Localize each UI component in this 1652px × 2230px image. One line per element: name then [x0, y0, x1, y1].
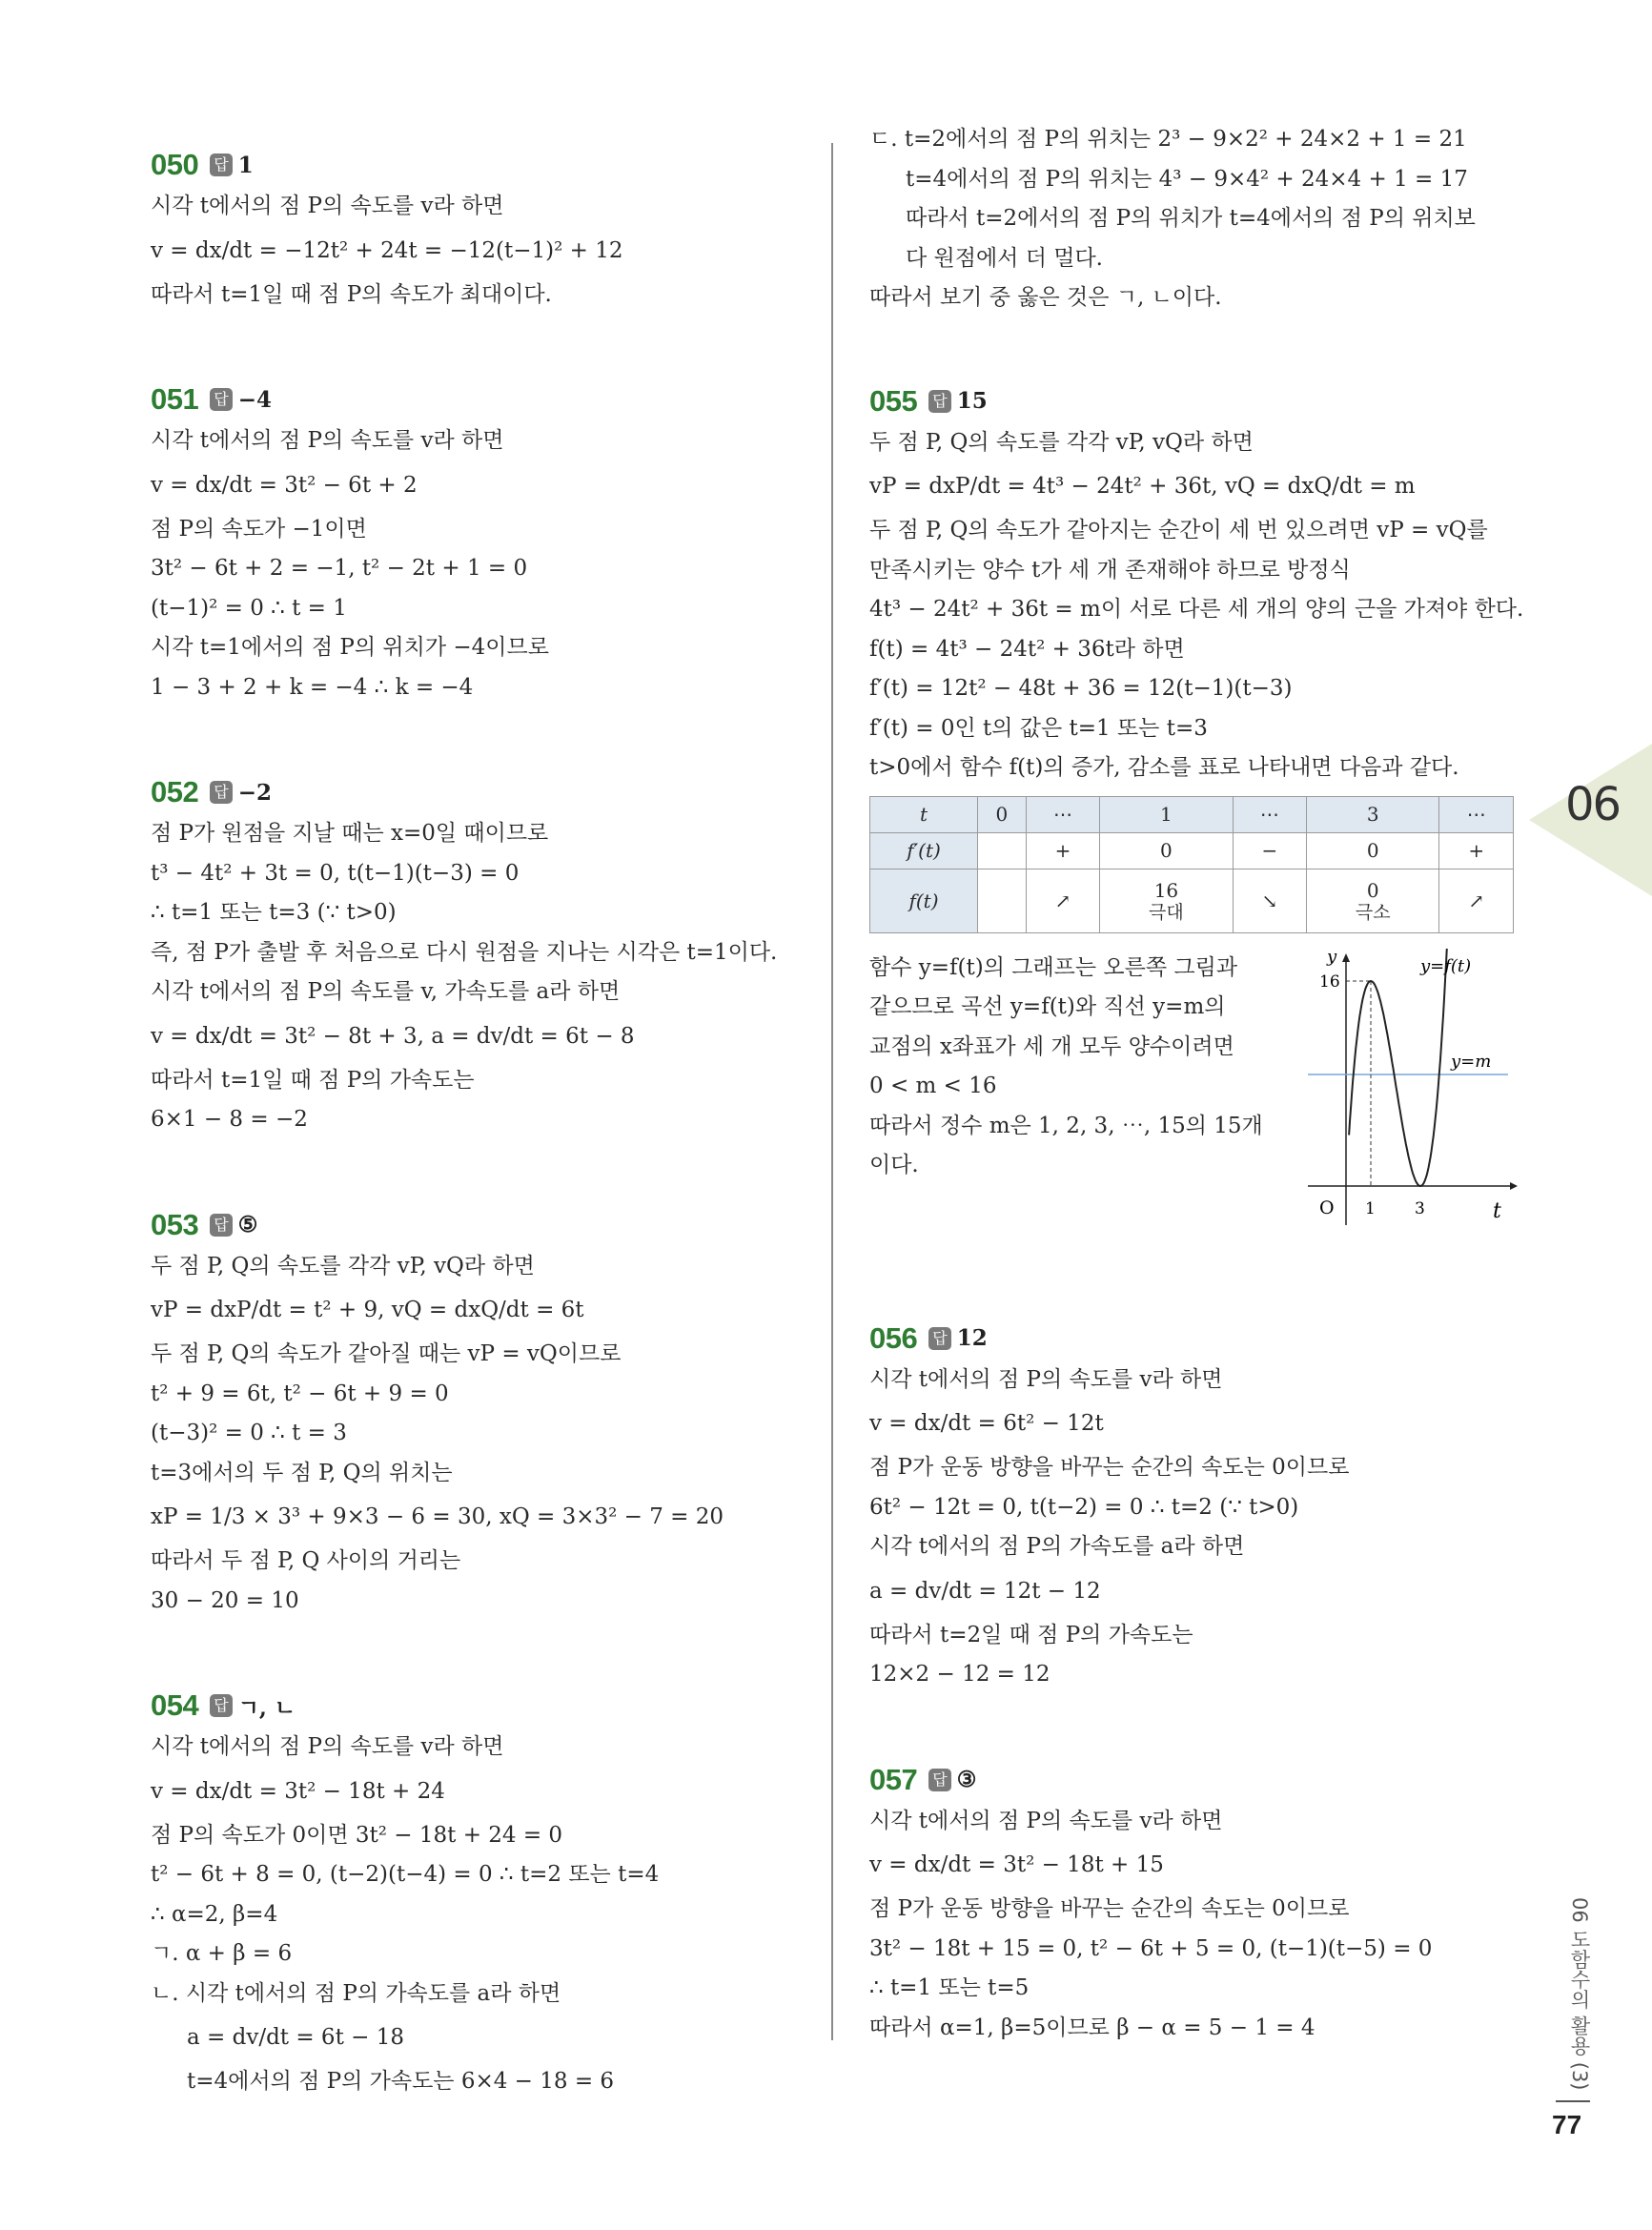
solution-line: 따라서 보기 중 옳은 것은 ㄱ, ㄴ이다. — [869, 285, 1222, 310]
solution-line: 시각 t에서의 점 P의 속도를 v라 하면 — [869, 1808, 1223, 1833]
solution-lines — [869, 423, 1527, 788]
sign-table — [869, 796, 1514, 933]
solution-line: 따라서 두 점 P, Q 사이의 거리는 — [151, 1548, 461, 1573]
solution-line: 즉, 점 P가 출발 후 처음으로 다시 원점을 지나는 시각은 t=1이다. — [151, 939, 778, 965]
solution-line: 같으므로 곡선 y=f(t)와 직선 y=m의 — [869, 994, 1226, 1019]
solution-line: xP = 1/3 × 3³ + 9×3 − 6 = 30, xQ = 3×3² − 7 = 20 — [151, 1504, 724, 1529]
answer-value: 1 — [237, 152, 254, 178]
curve-label: y=f(t) — [1420, 955, 1472, 976]
cell-value: ↗ — [1054, 889, 1071, 912]
solution-line: t=3에서의 두 점 P, Q의 위치는 — [151, 1460, 453, 1485]
problem-number: 056 — [869, 1320, 918, 1355]
solution-line: ㄱ. α + β = 6 — [151, 1941, 293, 1966]
table-cell: 0 — [1100, 832, 1233, 869]
solution-line: (t−3)² = 0 ∴ t = 3 — [151, 1421, 347, 1445]
problem-054 — [151, 1684, 818, 2102]
solution-line: 따라서 t=2에서의 점 P의 위치가 t=4에서의 점 P의 위치보 — [906, 206, 1476, 231]
solution-line: 시각 t에서의 점 P의 속도를 v라 하면 — [151, 428, 504, 453]
answer-value: 12 — [956, 1325, 988, 1351]
problem-052 — [151, 770, 818, 1140]
solution-lines — [869, 1361, 1527, 1695]
solution-line: 시각 t에서의 점 P의 속도를 v라 하면 — [151, 1734, 504, 1759]
solution-line: 3t² − 18t + 15 = 0, t² − 6t + 5 = 0, (t−1)(t−5) = 0 — [869, 1935, 1433, 1961]
solution-line: 3t² − 6t + 2 = −1, t² − 2t + 1 = 0 — [151, 556, 528, 581]
solution-lines — [869, 1802, 1527, 2049]
problem-header — [869, 1758, 1527, 1802]
solution-line: t=4에서의 점 P의 가속도는 6×4 − 18 = 6 — [187, 2069, 615, 2094]
problem-number: 054 — [151, 1688, 199, 1722]
solution-line: 두 점 P, Q의 속도를 각각 vP, vQ라 하면 — [151, 1253, 535, 1279]
table-cell: 1 — [1100, 796, 1233, 832]
x-axis-arrow — [1510, 1182, 1518, 1190]
cell-value: 0 — [1366, 878, 1379, 902]
solution-line: 시각 t에서의 점 P의 속도를 v라 하면 — [869, 1366, 1223, 1392]
problem-header — [151, 1684, 818, 1728]
solution-lines — [151, 187, 818, 315]
tick-1: 1 — [1365, 1198, 1376, 1218]
solution-line: ∴ t=1 또는 t=5 — [869, 1975, 1030, 2000]
table-cell: f′(t) — [870, 832, 978, 869]
solution-line: 따라서 α=1, β=5이므로 β − α = 5 − 1 = 4 — [869, 2015, 1315, 2040]
left-column — [151, 143, 818, 2165]
solution-line: 점 P가 운동 방향을 바꾸는 순간의 속도는 0이므로 — [869, 1455, 1350, 1480]
problem-header — [151, 143, 818, 187]
problem-number: 053 — [151, 1207, 199, 1241]
table-cell: − — [1233, 832, 1307, 869]
problem-header — [151, 378, 818, 421]
solution-line: ㄷ. t=2에서의 점 P의 위치는 2³ − 9×2² + 24×2 + 1 = 21 — [869, 127, 1467, 152]
solution-line: a = dv/dt = 12t − 12 — [869, 1578, 1101, 1604]
y-axis-arrow — [1342, 953, 1350, 962]
problem-053 — [151, 1203, 818, 1622]
solution-line: 점 P의 속도가 0이면 3t² − 18t + 24 = 0 — [151, 1822, 563, 1848]
table-cell: ⋯ — [1026, 796, 1100, 832]
chapter-tab-label: 06 — [1565, 778, 1621, 831]
y-axis-label: y — [1327, 948, 1337, 967]
cell-value: 16 — [1153, 878, 1179, 902]
origin-label: O — [1319, 1197, 1335, 1218]
table-row-t — [870, 796, 1514, 832]
solution-line: v = dx/dt = 3t² − 6t + 2 — [151, 472, 418, 498]
problem-header — [869, 379, 1527, 423]
solution-line: f′(t) = 0인 t의 값은 t=1 또는 t=3 — [869, 715, 1208, 741]
solution-line: 두 점 P, Q의 속도가 같아지는 순간이 세 번 있으려면 vP = vQ를 — [869, 518, 1488, 542]
table-cell — [1439, 869, 1514, 932]
problem-number: 050 — [151, 148, 199, 181]
table-cell — [1233, 869, 1307, 932]
table-cell: 0 — [1307, 832, 1439, 869]
solution-line: 시각 t에서의 점 P의 가속도를 a라 하면 — [869, 1534, 1245, 1559]
answer-badge: 답 — [928, 1327, 950, 1350]
problem-number: 057 — [869, 1762, 918, 1796]
solution-line: 6t² − 12t = 0, t(t−2) = 0 ∴ t=2 (∵ t>0) — [869, 1494, 1299, 1520]
table-cell: + — [1026, 832, 1100, 869]
solution-lines — [151, 814, 818, 1140]
right-bottom-problems — [869, 1317, 1527, 2049]
table-cell — [978, 832, 1027, 869]
right-column — [869, 127, 1527, 2111]
answer-value: 15 — [956, 388, 988, 414]
x-axis-label: t — [1493, 1198, 1501, 1223]
function-graph — [1308, 949, 1518, 1225]
solution-line: 함수 y=f(t)의 그래프는 오른쪽 그림과 — [869, 954, 1238, 980]
answer-value: −4 — [237, 386, 272, 413]
problem-051 — [151, 378, 818, 707]
solution-line: 두 점 P, Q의 속도가 같아질 때는 vP = vQ이므로 — [151, 1341, 622, 1366]
graph-explanation — [869, 949, 1289, 1186]
solution-line: v = dx/dt = 6t² − 12t — [869, 1411, 1104, 1436]
solution-line: 1 − 3 + 2 + k = −4 ∴ k = −4 — [151, 674, 474, 700]
solution-line: 다 원점에서 더 멀다. — [906, 245, 1103, 271]
solution-line: 만족시키는 양수 t가 세 개 존재해야 하므로 방정식 — [869, 557, 1351, 583]
solution-line: t>0에서 함수 f(t)의 증가, 감소를 표로 나타내면 다음과 같다. — [869, 755, 1459, 780]
tick-16: 16 — [1319, 972, 1340, 992]
solution-line: 30 − 20 = 10 — [151, 1587, 299, 1613]
solution-line: 따라서 정수 m은 1, 2, 3, ⋯, 15의 15개 — [869, 1113, 1263, 1138]
solution-line: f(t) = 4t³ − 24t² + 36t라 하면 — [869, 636, 1185, 662]
line-label: y=m — [1451, 1051, 1492, 1072]
problem-header — [151, 1203, 818, 1247]
table-cell — [1307, 869, 1439, 932]
solution-line: 4t³ − 24t² + 36t = m이 서로 다른 세 개의 양의 근을 가져야 한다. — [869, 597, 1524, 622]
solution-line: v = dx/dt = −12t² + 24t = −12(t−1)² + 12 — [151, 237, 623, 263]
problem-054-continued — [869, 120, 1527, 318]
solution-line: 12×2 − 12 = 12 — [869, 1662, 1050, 1687]
solution-line: v = dx/dt = 3t² − 18t + 15 — [869, 1852, 1164, 1877]
table-cell — [1100, 869, 1233, 932]
answer-value: ③ — [956, 1767, 977, 1792]
solution-line: 이다. — [869, 1153, 919, 1177]
solution-line: t=4에서의 점 P의 위치는 4³ − 9×4² + 24×4 + 1 = 17 — [906, 166, 1468, 192]
solution-line: 두 점 P, Q의 속도를 각각 vP, vQ라 하면 — [869, 429, 1254, 455]
answer-badge: 답 — [210, 153, 232, 176]
solution-line: v = dx/dt = 3t² − 18t + 24 — [151, 1778, 445, 1804]
solution-line: 점 P의 속도가 −1이면 — [151, 516, 367, 542]
table-cell — [1026, 869, 1100, 932]
table-cell — [870, 869, 978, 932]
solution-line: 따라서 t=2일 때 점 P의 가속도는 — [869, 1622, 1193, 1647]
table-cell: t — [870, 796, 978, 832]
solution-line: 점 P가 원점을 지날 때는 x=0일 때이므로 — [151, 821, 549, 846]
answer-badge: 답 — [210, 388, 232, 411]
problem-header — [869, 1317, 1527, 1361]
solution-line: 시각 t에서의 점 P의 속도를 v라 하면 — [151, 194, 504, 218]
page-number-rule — [1556, 2100, 1590, 2102]
table-cell: 0 — [978, 796, 1027, 832]
solution-lines — [151, 1247, 818, 1622]
solution-lines — [151, 421, 818, 707]
solution-line: 0 < m < 16 — [869, 1074, 997, 1098]
solution-line: (t−1)² = 0 ∴ t = 1 — [151, 595, 347, 621]
solution-line: 따라서 t=1일 때 점 P의 속도가 최대이다. — [151, 281, 552, 307]
solution-line: 교점의 x좌표가 세 개 모두 양수이려면 — [869, 1033, 1234, 1059]
answer-badge: 답 — [210, 781, 232, 804]
solution-line: 점 P가 운동 방향을 바꾸는 순간의 속도는 0이므로 — [869, 1896, 1350, 1921]
cell-value: f(t) — [908, 889, 939, 912]
answer-value: ㄱ, ㄴ — [237, 1694, 296, 1721]
answer-badge: 답 — [210, 1694, 232, 1717]
answer-value: −2 — [237, 779, 272, 806]
chapter-title: 06 도함수의 활용 (3) — [1568, 1897, 1591, 2091]
table-cell: ⋯ — [1233, 796, 1307, 832]
table-row-fprime — [870, 832, 1514, 869]
curve-f — [1349, 949, 1447, 1186]
column-divider — [831, 143, 833, 2040]
solution-line: v = dx/dt = 3t² − 8t + 3, a = dv/dt = 6t − 8 — [151, 1023, 635, 1049]
cell-extremum-label: 극대 — [1149, 901, 1184, 923]
graph-section — [869, 949, 1527, 1225]
solution-line: vP = dxP/dt = t² + 9, vQ = dxQ/dt = 6t — [151, 1298, 584, 1322]
solution-line: t³ − 4t² + 3t = 0, t(t−1)(t−3) = 0 — [151, 860, 520, 886]
cell-value: ↘ — [1261, 889, 1278, 912]
table-cell: ⋯ — [1439, 796, 1514, 832]
answer-badge: 답 — [928, 390, 950, 413]
answer-badge: 답 — [210, 1214, 232, 1237]
problem-055 — [869, 379, 1527, 1225]
solution-line: ∴ t=1 또는 t=3 (∵ t>0) — [151, 900, 397, 925]
problem-057 — [869, 1758, 1527, 2049]
tick-3: 3 — [1415, 1198, 1425, 1218]
solution-line: 6×1 − 8 = −2 — [151, 1107, 308, 1132]
solution-line: ∴ α=2, β=4 — [151, 1901, 278, 1927]
cell-value: ↗ — [1468, 889, 1485, 912]
solution-lines — [151, 1728, 818, 2102]
answer-badge: 답 — [928, 1769, 950, 1791]
table-row-f — [870, 869, 1514, 932]
solution-line: vP = dxP/dt = 4t³ − 24t² + 36t, vQ = dxQ/dt = m — [869, 474, 1416, 499]
solution-line: 따라서 t=1일 때 점 P의 가속도는 — [151, 1067, 475, 1093]
solution-line: t² − 6t + 8 = 0, (t−2)(t−4) = 0 ∴ t=2 또는 t=4 — [151, 1862, 660, 1887]
cell-extremum-label: 극소 — [1355, 901, 1391, 923]
table-cell: 3 — [1307, 796, 1439, 832]
table-cell: + — [1439, 832, 1514, 869]
solution-line: 시각 t=1에서의 점 P의 위치가 −4이므로 — [151, 635, 549, 660]
problem-number: 052 — [151, 775, 199, 808]
table-cell — [978, 869, 1027, 932]
solution-line: f′(t) = 12t² − 48t + 36 = 12(t−1)(t−3) — [869, 676, 1293, 701]
problem-056 — [869, 1317, 1527, 1695]
answer-value: ⑤ — [237, 1212, 258, 1238]
solution-line: 시각 t에서의 점 P의 속도를 v, 가속도를 a라 하면 — [151, 979, 621, 1004]
problem-050 — [151, 143, 818, 315]
solution-line: ㄴ. 시각 t에서의 점 P의 가속도를 a라 하면 — [151, 1980, 561, 2006]
problem-number: 051 — [151, 382, 199, 416]
page-number: 77 — [1552, 2110, 1582, 2139]
solution-line: t² + 9 = 6t, t² − 6t + 9 = 0 — [151, 1381, 449, 1406]
problem-header — [151, 770, 818, 814]
problem-number: 055 — [869, 383, 918, 418]
solution-line: a = dv/dt = 6t − 18 — [187, 2025, 404, 2050]
